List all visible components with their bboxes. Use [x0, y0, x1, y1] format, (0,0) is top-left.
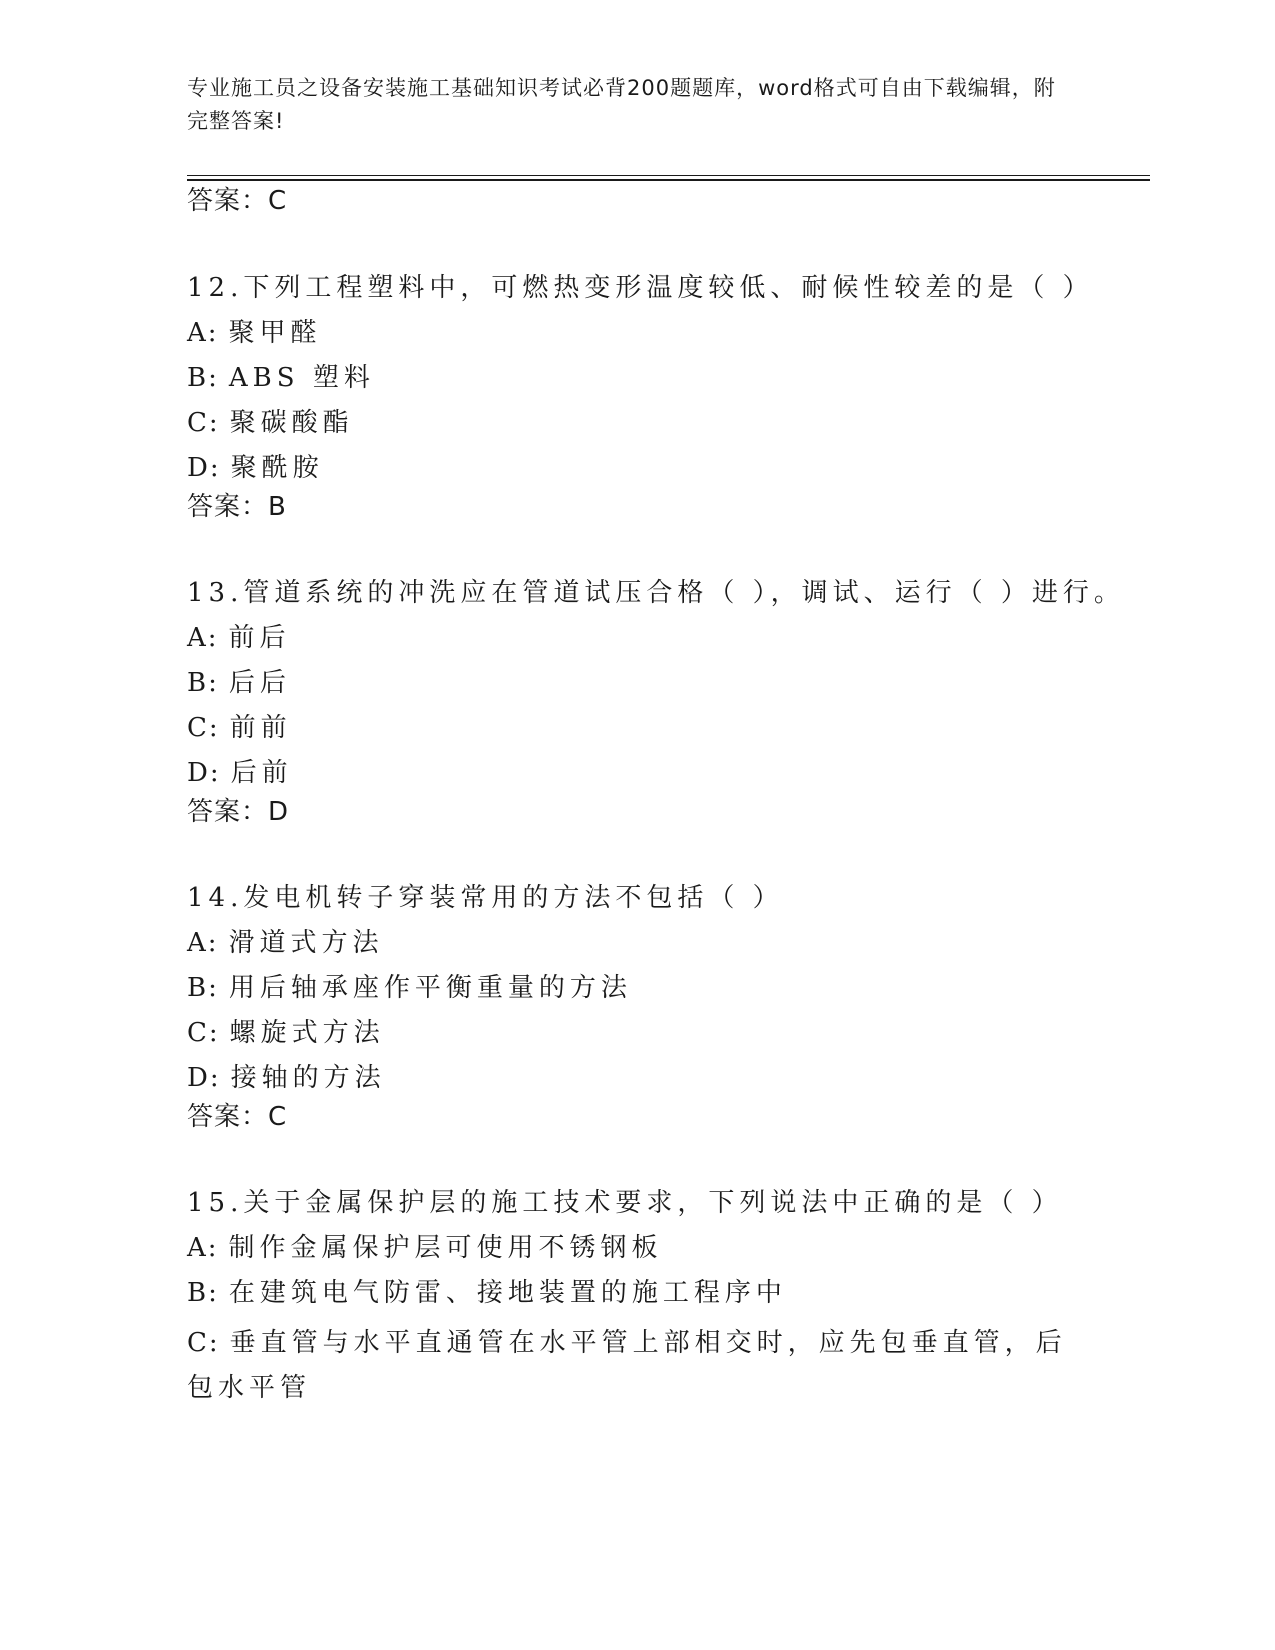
question-14 — [187, 881, 1087, 1106]
option-a — [187, 621, 1087, 666]
answer-line: 答案：B — [187, 492, 287, 522]
option-letter: D: — [187, 453, 221, 483]
option-a — [187, 926, 1087, 971]
option-letter: C: — [187, 713, 220, 743]
question-12 — [187, 271, 1094, 496]
option-letter: C: — [187, 1328, 220, 1358]
option-text: 滑道式方法 — [228, 928, 384, 958]
option-text: 聚酰胺 — [230, 453, 324, 483]
option-text: 垂直管与水平直通管在水平管上部相交时，应先包垂直管，后包水平管 — [187, 1328, 1067, 1403]
option-b — [187, 1276, 1087, 1321]
option-b — [187, 666, 1087, 711]
answer-line: 答案：C — [187, 1102, 288, 1132]
document-header: 专业施工员之设备安装施工基础知识考试必背200题题库，word格式可自由下载编辑，附完整答案! — [187, 76, 1056, 133]
question-15 — [187, 1186, 1087, 1411]
option-text: 前后 — [228, 623, 291, 653]
option-text: 前前 — [229, 713, 292, 743]
option-text: 螺旋式方法 — [229, 1018, 385, 1048]
document-page — [187, 0, 1147, 1650]
option-text: 制作金属保护层可使用不锈钢板 — [228, 1233, 663, 1263]
option-a — [187, 316, 1087, 361]
option-c — [187, 1321, 1067, 1411]
option-letter: A: — [187, 928, 219, 958]
option-letter: C: — [187, 1018, 220, 1048]
option-b — [187, 361, 1087, 406]
option-letter: B: — [187, 1278, 219, 1308]
question-stem: 15.关于金属保护层的施工技术要求，下列说法中正确的是（ ） — [187, 1188, 1063, 1218]
option-a — [187, 1231, 1087, 1276]
question-stem: 13.管道系统的冲洗应在管道试压合格（ ），调试、运行（ ）进行。 — [187, 578, 1125, 608]
option-letter: B: — [187, 363, 219, 393]
option-text: 后前 — [230, 758, 293, 788]
option-text: 聚甲醛 — [228, 318, 322, 348]
option-text: 在建筑电气防雷、接地装置的施工程序中 — [228, 1278, 787, 1308]
option-c — [187, 406, 1087, 451]
option-letter: C: — [187, 408, 220, 438]
answer-line: 答案：D — [187, 797, 290, 827]
option-letter: A: — [187, 318, 219, 348]
option-text: 聚碳酸酯 — [229, 408, 354, 438]
option-text: 用后轴承座作平衡重量的方法 — [228, 973, 632, 1003]
header-divider-thin — [187, 175, 1150, 176]
option-text: 后后 — [228, 668, 291, 698]
option-letter: D: — [187, 1063, 221, 1093]
question-13 — [187, 576, 1125, 801]
option-c — [187, 1016, 1087, 1061]
option-letter: A: — [187, 1233, 219, 1263]
option-letter: A: — [187, 623, 219, 653]
option-letter: D: — [187, 758, 221, 788]
option-letter: B: — [187, 668, 219, 698]
option-d — [187, 756, 1087, 801]
option-text: 接轴的方法 — [230, 1063, 386, 1093]
option-d — [187, 451, 1087, 496]
option-letter: B: — [187, 973, 219, 1003]
option-c — [187, 711, 1087, 756]
answer-line: 答案：C — [187, 186, 288, 216]
header-divider-thick — [187, 179, 1150, 181]
option-text: ABS 塑料 — [228, 363, 375, 393]
option-d — [187, 1061, 1087, 1106]
question-stem: 14.发电机转子穿装常用的方法不包括（ ） — [187, 883, 784, 913]
question-stem: 12.下列工程塑料中，可燃热变形温度较低、耐候性较差的是（ ） — [187, 273, 1094, 303]
option-b — [187, 971, 1087, 1016]
